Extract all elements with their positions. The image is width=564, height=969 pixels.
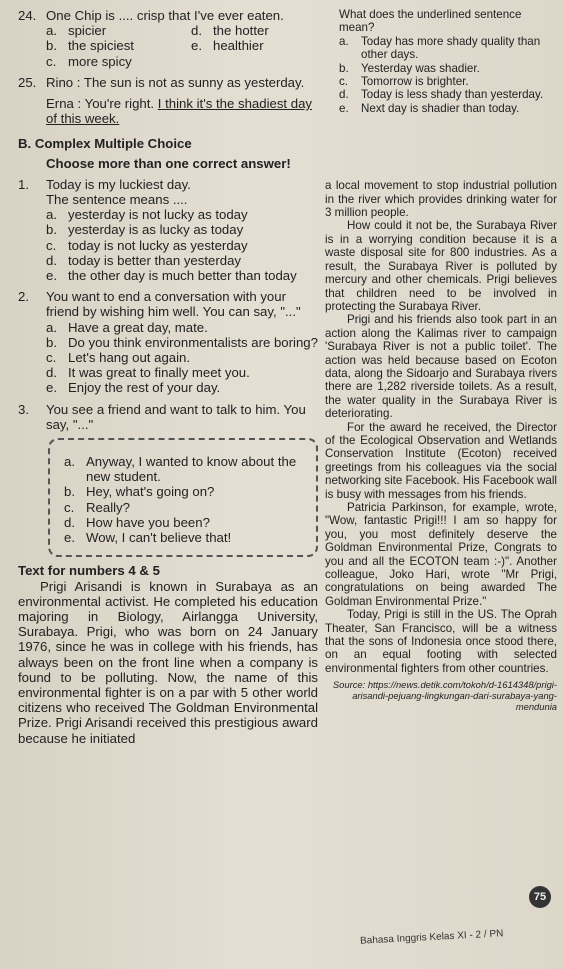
dialogue-line: Rino : The sun is not as sunny as yesterday. <box>46 74 305 90</box>
dialogue-line: Erna : You're right. I think it's the shadiest day of this week. <box>46 96 313 127</box>
option: c. Tomorrow is brighter. <box>339 75 469 89</box>
question-stem: What does the underlined sentence mean? <box>339 8 522 35</box>
option: b. Hey, what's going on? <box>64 484 215 500</box>
page-footer: Bahasa Inggris Kelas XI - 2 / PN <box>359 928 504 947</box>
question-stem: The sentence means .... <box>46 192 188 208</box>
reading-paragraph: Patricia Parkinson, for example, wrote, "Wow, fantastic Prigi!!! I am so happy for you, you most definitely deserve the Goldman Environmental Prize, Congrats to you and all the ECOTON team :-)". Another colleague, Joko Hari, wrote "Mr Prigi, congratulations on being awarded The Goldman Environmental Prize." <box>325 501 557 608</box>
option: b. the spiciest <box>46 38 134 54</box>
question-stem: Today is my luckiest day. <box>46 176 191 192</box>
section-instruction: Choose more than one correct answer! <box>46 155 291 171</box>
option: c. Let's hang out again. <box>46 350 191 366</box>
question-number: 25. <box>18 74 37 90</box>
reading-paragraph: a local movement to stop industrial pollution in the river which provides drinking water for 3 million people. <box>325 179 557 220</box>
question-25 <box>18 75 318 127</box>
reading-paragraph: Today, Prigi is still in the US. The Oprah Theater, San Francisco, will be a witness that the sons of Indonesia once stood there, on an equal footing with selected environmental fighters from other countries. <box>325 608 557 675</box>
option: a. spicier <box>46 23 107 39</box>
option: e. Enjoy the rest of your day. <box>46 380 221 396</box>
option: d. the hotter <box>191 23 269 39</box>
question-stem: You see a friend and want to talk to him. You say, "..." <box>46 401 306 432</box>
option: e. Next day is shadier than today. <box>339 101 520 115</box>
section-title: B. Complex Multiple Choice <box>18 136 192 152</box>
option: e. Wow, I can't believe that! <box>64 530 232 546</box>
option: d. It was great to finally meet you. <box>46 365 250 381</box>
reading-paragraph: Prigi Arisandi is known in Surabaya as an environmental activist. He completed his education majoring in Biology, Airlangga University, Surabaya. Prigi, who was born on 24 January 1976, since he was in college with his friends, has always been on the front line when a company is found to be polluting. Now, the name of this environmental fighter is on a par with 5 other world citizens who received The Goldman Environmental Prize. Prigi Arisandi received this prestigious award because he initiated <box>18 578 318 746</box>
reading-paragraph: For the award he received, the Director of the Ecological Observation and Wetlands Conservation Institute (Ecoton) received greetings from his colleagues via the social networking site Facebook. His Facebook wall is busy with messages from his friends. <box>325 420 557 501</box>
question-number: 3. <box>18 401 29 417</box>
left-column <box>18 8 318 746</box>
option: a. yesterday is not lucky as today <box>46 207 248 223</box>
option: e. the other day is much better than today <box>46 268 297 284</box>
option: a. Anyway, I wanted to know about the new student. <box>64 454 297 485</box>
option: d. How have you been? <box>64 514 210 530</box>
question-b1 <box>18 177 318 283</box>
option: c. today is not lucky as yesterday <box>46 237 248 253</box>
option: e. healthier <box>191 38 264 54</box>
option: c. more spicy <box>46 53 132 69</box>
question-b2 <box>18 289 318 395</box>
question-b3 <box>18 402 318 558</box>
question-number: 2. <box>18 289 29 305</box>
page-number: 75 <box>529 886 551 908</box>
question-number: 24. <box>18 8 37 23</box>
option: d. today is better than yesterday <box>46 252 242 268</box>
option: a. Have a great day, mate. <box>46 319 208 335</box>
question-24 <box>18 8 318 69</box>
option: b. yesterday is as lucky as today <box>46 222 244 238</box>
reading-paragraph: How could it not be, the Surabaya River is in a worrying condition because it is a waste disposal site for 800 industries. As a result, the Surabaya River is polluted by mercury and other chemicals. Prigi believes that children need to be involved in protecting the Surabaya River. <box>325 219 557 313</box>
option: b. Yesterday was shadier. <box>339 61 480 75</box>
source-citation: Source: https://news.detik.com/tokoh/d-1614348/prigi-arisandi-pejuang-lingkungan-dari-surabaya-yang-mendunia <box>332 679 557 713</box>
question-stem: You want to end a conversation with your friend by wishing him well. You can say, "..." <box>46 289 301 320</box>
underlined-sentence: I think it's the shadiest day of this week. <box>46 96 313 127</box>
text-heading: Text for numbers 4 & 5 <box>18 563 160 579</box>
option: b. Do you think environmentalists are boring? <box>46 334 318 350</box>
question-number: 1. <box>18 176 29 192</box>
options-box <box>48 438 318 557</box>
question-stem: One Chip is .... crisp that I've ever eaten. <box>46 8 284 23</box>
option: a. Today has more shady quality than other days. <box>339 34 541 62</box>
reading-paragraph: Prigi and his friends also took part in an action along the Kalimas river to campaign 'Surabaya River is not a public toilet'. The action was held because based on Ecoton data, along the Sidoarjo and Surabaya rivers there are 1,282 riverside toilets. As a result, the water quality in the Surabaya River is deteriorating. <box>325 313 557 421</box>
option: c. Really? <box>64 499 130 515</box>
right-column <box>325 8 557 712</box>
option: d. Today is less shady than yesterday. <box>339 88 544 102</box>
